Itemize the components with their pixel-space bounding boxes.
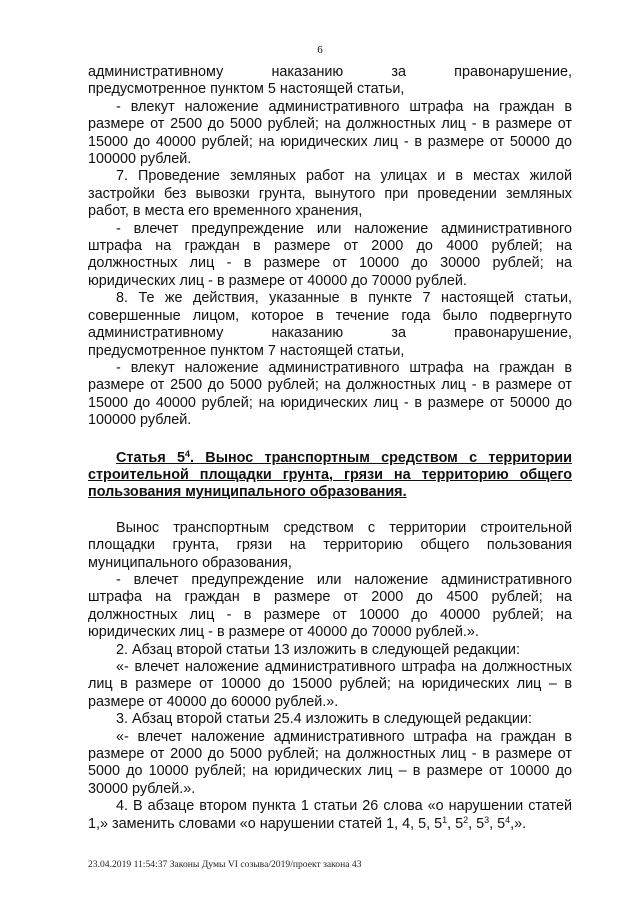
paragraph: 7. Проведение земляных работ на улицах и в местах жилой застройки без вывозки грунта, вынутого при проведении земляных работ, в места его временного хранения, — [88, 168, 572, 220]
paragraph-text: , 5 — [489, 815, 506, 832]
article-superscript: 4 — [185, 448, 191, 459]
paragraph: - влекут наложение административного штрафа на граждан в размере от 2500 до 5000 рублей; на должностных лиц - в размере от 15000 до 40000 рублей; на юридических лиц - в размере от 50000 до 100000 рублей. — [88, 359, 572, 429]
footer-stamp: 23.04.2019 11:54:37 Законы Думы VI созыва/2019/проект закона 43 — [88, 859, 362, 870]
article-title: . Вынос транспортным средством с территории строительной площадки грунта, грязи на территорию общего пользования муниципального образования. — [88, 449, 572, 501]
paragraph-text: , 5 — [447, 815, 464, 832]
page-number: 6 — [317, 44, 323, 56]
article-heading — [88, 450, 572, 502]
paragraph: «- влечет наложение административного штрафа на должностных лиц в размере от 10000 до 15000 рублей; на юридических лиц – в размере от 40000 до 60000 рублей.». — [88, 659, 572, 710]
paragraph: Вынос транспортным средством с территории строительной площадки грунта, грязи на территорию общего пользования муниципального образования, — [88, 519, 572, 571]
article-prefix: Статья 5 — [116, 449, 186, 466]
paragraph: 3. Абзац второй статьи 25.4 изложить в следующей редакции: — [116, 711, 532, 728]
paragraph: предусмотренное пунктом 7 настоящей статьи, — [88, 342, 405, 359]
paragraph: - влечет предупреждение или наложение административного штрафа на граждан в размере от 2000 до 4000 рублей; на должностных лиц - в размере от 10000 до 30000 рублей; на юридических лиц - в размере от 40000 до 70000 рублей. — [88, 220, 572, 289]
paragraph: 8. Те же действия, указанные в пункте 7 настоящей статьи, — [116, 290, 572, 307]
paragraph: «- влечет наложение административного штрафа на граждан в размере от 2000 до 5000 рублей; на должностных лиц - в размере от 5000 до 10000 рублей; на юридических лиц – в размере от 10000 до 30000 рублей.». — [88, 728, 572, 797]
paragraph: административному наказанию за правонарушение, — [88, 64, 572, 80]
paragraph-text: , 5 — [468, 815, 485, 832]
document-body — [88, 64, 572, 833]
paragraph: - влечет предупреждение или наложение административного штрафа на граждан в размере от 2000 до 4500 рублей; на должностных лиц - в размере от 10000 до 40000 рублей; на юридических лиц - в размере от 40000 до 70000 рублей.». — [88, 571, 572, 641]
paragraph: совершенные лицом, которое в течение года было подвергнуто — [88, 307, 572, 324]
paragraph — [88, 798, 572, 833]
superscript: 4 — [505, 814, 511, 825]
superscript: 1 — [442, 814, 448, 825]
paragraph: предусмотренное пунктом 5 настоящей статьи, — [88, 81, 405, 98]
paragraph-text: ,». — [510, 815, 527, 832]
paragraph: 2. Абзац второй статьи 13 изложить в следующей редакции: — [116, 641, 520, 658]
paragraph: административному наказанию за правонарушение, — [88, 325, 572, 342]
superscript: 3 — [484, 814, 490, 825]
paragraph-text: 4. В абзаце втором пункта 1 статьи 26 слова «о нарушении статей 1,» заменить словами «о нарушении статей 1, 4, 5, 5 — [88, 798, 572, 832]
superscript: 2 — [463, 814, 469, 825]
paragraph: - влекут наложение административного штрафа на граждан в размере от 2500 до 5000 рублей; на должностных лиц - в размере от 15000 до 40000 рублей; на юридических лиц - в размере от 50000 до 100000 рублей. — [88, 98, 572, 168]
